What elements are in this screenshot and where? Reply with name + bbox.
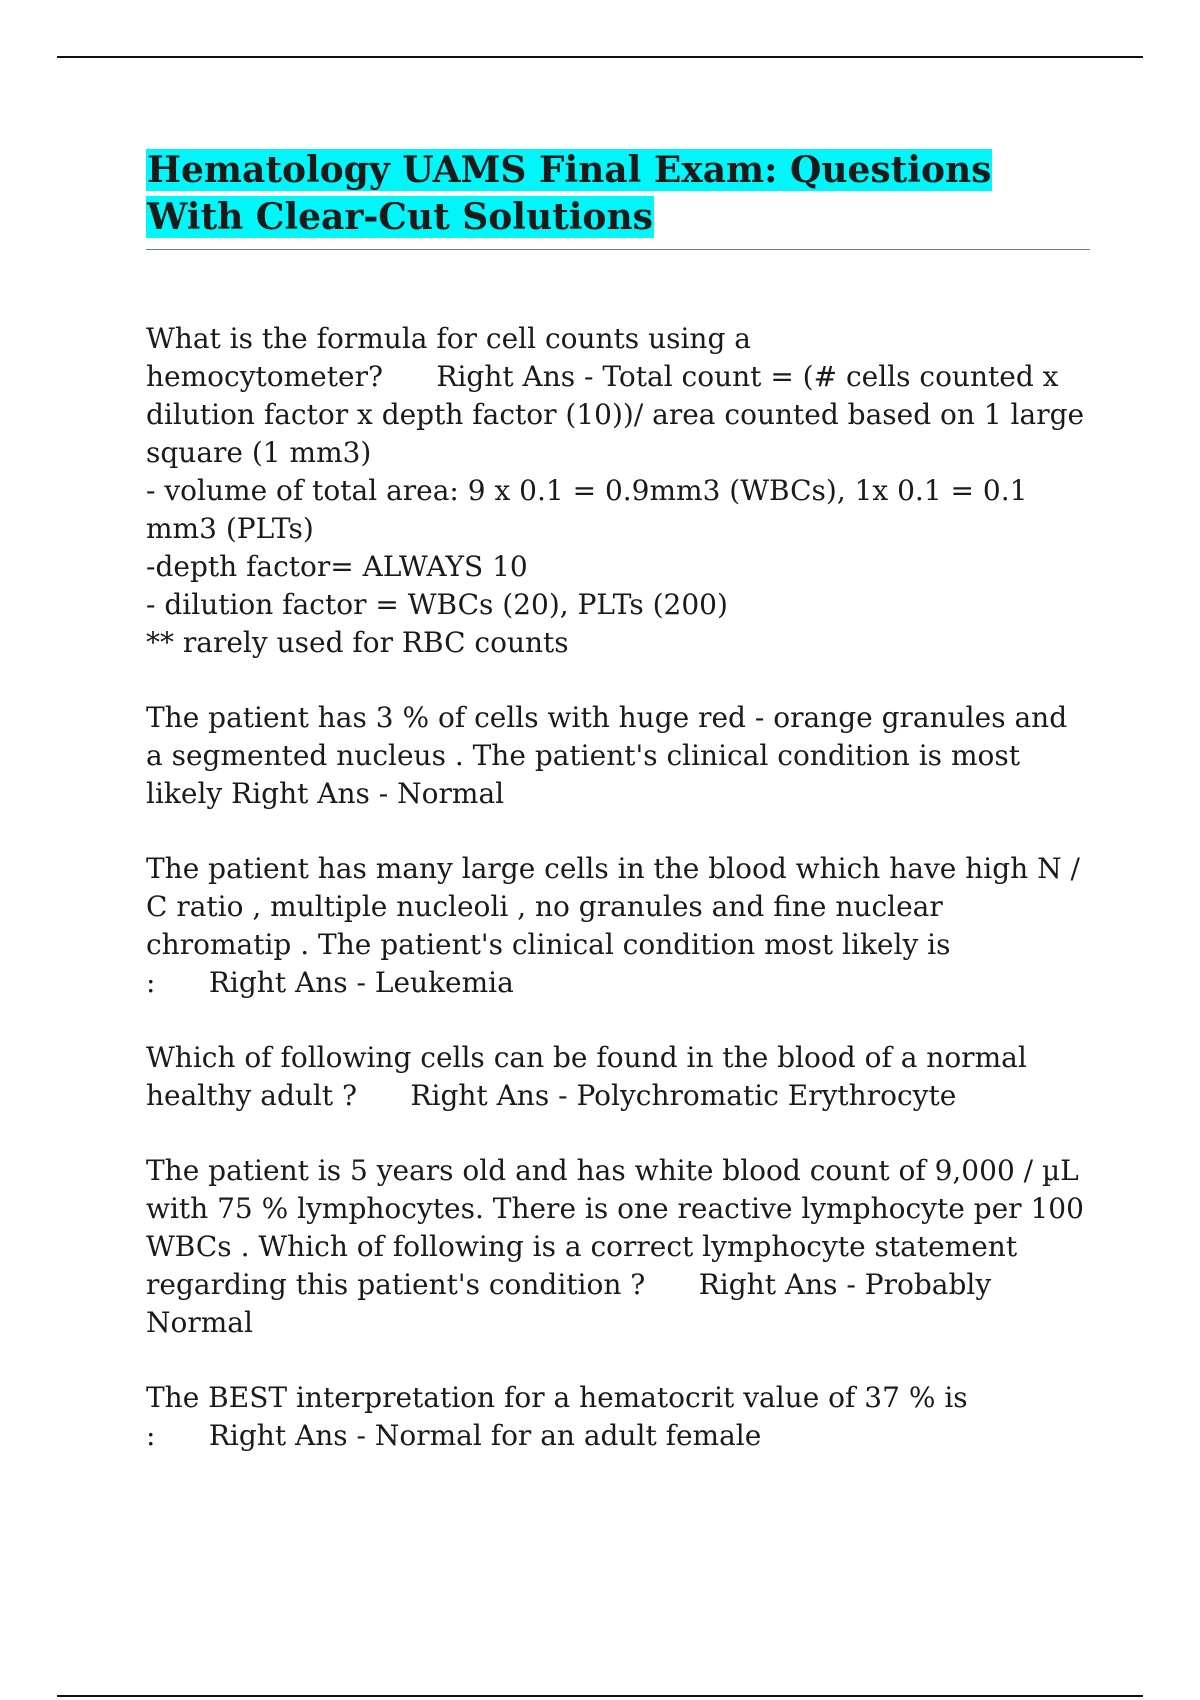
document-body	[146, 147, 1093, 1492]
qa-item-leukemia: The patient has many large cells in the blood which have high N / C ratio , multiple nucleoli , no granules and fine nuclear chromatip . The patient's clinical condition most likely is : Right Ans - Leukemia	[146, 852, 1089, 999]
qa-item-lymphocytes: The patient is 5 years old and has white blood count of 9,000 / µL with 75 % lymphocytes. There is one reactive lymphocyte per 100 WBCs . Which of following is a correct lymphocyte statement regarding this patient's condition ? Right Ans - Probably Normal	[146, 1154, 1093, 1339]
qa-item-granules: The patient has 3 % of cells with huge red - orange granules and a segmented nucleus . The patient's clinical condition is most likely Right Ans - Normal	[146, 701, 1077, 810]
qa-item-hemocytometer: What is the formula for cell counts using a hemocytometer? Right Ans - Total count = (# cells counted x dilution factor x depth factor (10))/ area counted based on 1 large square (1 mm3) - volume of total area: 9 x 0.1 = 0.9mm3 (WBCs), 1x 0.1 = 0.1 mm3 (PLTs) -depth factor= ALWAYS 10 - dilution factor = WBCs (20), PLTs (200) ** rarely used for RBC counts	[146, 322, 1085, 659]
document-title	[146, 147, 1090, 250]
qa-item-hematocrit: The BEST interpretation for a hematocrit value of 37 % is : Right Ans - Normal for an adult female	[146, 1381, 977, 1452]
page-top-rule	[57, 56, 1143, 58]
qa-item-normal-adult-cells: Which of following cells can be found in the blood of a normal healthy adult ? Right Ans - Polychromatic Erythrocyte	[146, 1041, 1036, 1112]
document-title-text: Hematology UAMS Final Exam: Questions With Clear-Cut Solutions	[147, 149, 992, 238]
qa-list	[146, 320, 1093, 1455]
page-bottom-rule	[57, 1695, 1143, 1697]
